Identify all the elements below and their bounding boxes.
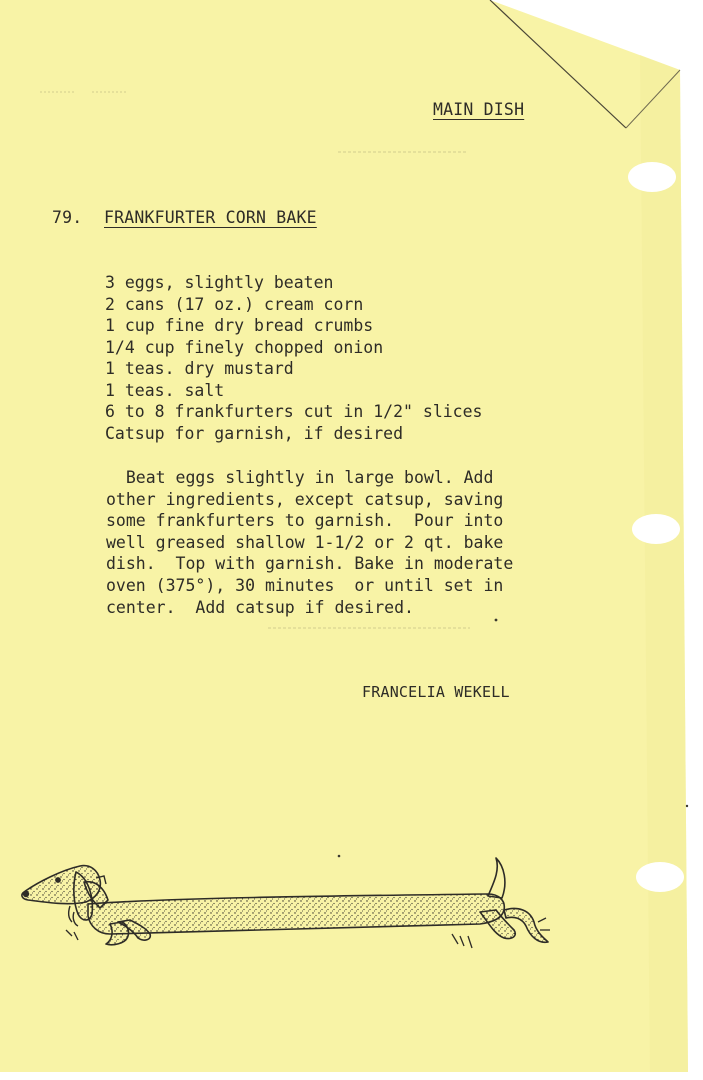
directions-line: oven (375°), 30 minutes or until set in (106, 575, 504, 595)
directions-line: some frankfurters to garnish. Pour into (106, 511, 504, 531)
directions-line: center. Add catsup if desired. (106, 597, 414, 617)
recipe-author: FRANCELIA WEKELL (362, 683, 510, 701)
directions-line: well greased shallow 1-1/2 or 2 qt. bake (106, 532, 504, 552)
recipe-title: FRANKFURTER CORN BAKE (104, 208, 317, 227)
ingredient-item: 3 eggs, slightly beaten (105, 273, 334, 292)
punch-hole-bottom (636, 862, 684, 892)
category-heading: MAIN DISH (433, 100, 525, 119)
ingredient-list (105, 272, 483, 444)
recipe-number: 79. (52, 208, 83, 227)
punch-hole-middle (632, 514, 680, 544)
speck (686, 805, 688, 807)
directions-line: Beat eggs slightly in large bowl. Add (106, 468, 494, 487)
ingredient-item: 6 to 8 frankfurters cut in 1/2" slices (105, 402, 483, 421)
ingredient-item: 2 cans (17 oz.) cream corn (105, 294, 364, 314)
ingredient-item: 1 cup fine dry bread crumbs (105, 316, 374, 335)
ingredient-item: Catsup for garnish, if desired (105, 423, 404, 443)
ingredient-item: 1 teas. salt (105, 380, 225, 400)
ingredient-item: 1 teas. dry mustard (105, 359, 294, 378)
punch-hole-top (628, 162, 676, 192)
ingredient-item: 1/4 cup finely chopped onion (105, 337, 384, 357)
directions-paragraph (106, 467, 546, 618)
directions-line: dish. Top with garnish. Bake in moderate (106, 554, 514, 574)
speck (495, 619, 498, 622)
dachshund-illustration (18, 852, 558, 962)
dog-body (22, 858, 548, 945)
directions-line: other ingredients, except catsup, saving (106, 489, 504, 509)
